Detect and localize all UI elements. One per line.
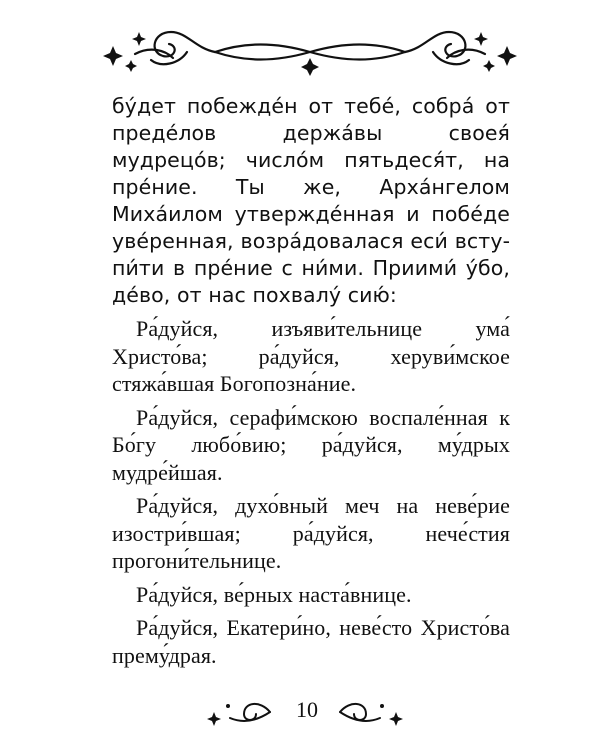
paragraph-6: Ра́дуйся, Екатери́но, неве́сто Христо́ва прему́драя. bbox=[112, 615, 510, 668]
paragraph-3: Ра́дуйся, серафи́мскою воспале́нная к Бо́гу любо́вию; ра́дуйся, му́дрых мудре́йшая. bbox=[112, 404, 510, 485]
floral-divider-icon bbox=[95, 18, 525, 80]
page-number: 10 bbox=[296, 697, 318, 722]
paragraph-2: Ра́дуйся, изъяви́тельнице ума́ Христо́ва; ра́дуйся, херуви́мское стяжа́вшая Богопозна́ние. bbox=[112, 316, 510, 396]
prayer-text bbox=[112, 93, 510, 669]
paragraph-1: бу́дет побежде́н от тебе́, собра́ от преде́лов держа́вы своея́ мудрецо́в; число́м пятьдеся́т, на пре́ние. Ты же, Арха́нгелом Миха́илом утвержде́нная и побе́де уве́ренная, возра́довалася еси́ вступи́ти в пре́ние с ни́ми. Приими́ у́бо, де́во, от нас похвалу́ сию́: bbox=[112, 94, 510, 307]
paragraph-5: Ра́дуйся, ве́рных наста́внице. bbox=[136, 581, 412, 607]
paragraph-4: Ра́дуйся, духо́вный меч на неве́рие изостри́вшая; ра́дуйся, нече́стия прогони́тельнице. bbox=[112, 493, 510, 573]
